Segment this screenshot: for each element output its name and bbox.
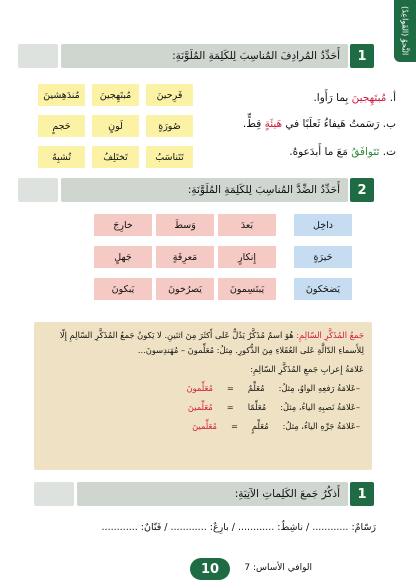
antonym-target-chip[interactable]: حَيرَةٍ [294,246,352,268]
synonym-chip[interactable]: تُشبِهُ [38,146,85,168]
rule-subheading: عَلامَةُ إِعرابِ جَمعِ المُذَكَّرِ السّالِمِ: [250,364,364,374]
synonym-chip[interactable]: لَونٍ [92,115,139,137]
grammar-rule-box [34,322,372,470]
section-3-number: 1 [350,482,374,506]
antonym-option-chip[interactable]: يَصرُخونَ [156,278,214,300]
antonym-option-chip[interactable]: مَعرِفَةٍ [156,246,214,268]
section-2-title-bar [61,178,348,202]
antonym-target-chip[interactable]: يَضحَكونَ [294,278,352,300]
section-1-bar-end [18,44,58,68]
antonym-option-chip[interactable]: بَعدَ [218,214,276,236]
page-number: 10 [190,558,230,580]
synonym-chip[interactable]: مُندَهِشينَ [38,84,85,106]
section-2-header [18,178,374,202]
sentence-c: ت. تَتَوافَقُ مَعَ ما أَبدَعوهُ. [289,146,396,158]
rule-case-genitive: –عَلامَةُ جَرِّهِ الياءُ، مِثلُ: مُعَلِّمٍ = مُعَلِّمينَ [192,421,360,431]
section-3-bar-end [34,482,74,506]
rule-case-accusative: –عَلامَةُ نَصبِهِ الياءُ، مِثلُ: مُعَلِّمًا = مُعَلِّمينَ [187,402,360,412]
synonym-chip[interactable]: صُورَةٍ [146,115,193,137]
rule-definition-continued: لِلأَسماءِ الدّالَّةِ عَلى العُقَلاءِ مِنَ الذُّكورِ. مِثلُ: مُعَلِّمونَ – مُهَندِسونَ... [137,345,364,355]
synonym-chip[interactable]: تَختَلِفُ [92,146,139,168]
antonym-option-chip[interactable]: خارِجَ [94,214,152,236]
section-1-title: أَحَدِّدُ المُرادِفَ المُناسِبَ لِلكَلِمَةِ المُلَوَّنَةِ: [172,50,340,62]
section-2-number: 2 [350,178,374,202]
book-title: الوافي الأساس: 7 [244,563,312,573]
sentence-a: أ. مُبتَهِجينَ بِما رَأَوا. [313,92,396,104]
rule-case-nominative: –عَلامَةُ رَفعِهِ الواوُ، مِثلُ: مُعَلِّمٌ = مُعَلِّمونَ [186,383,360,393]
rule-definition: جَمعُ المُذَكَّرِ السّالِمِ: هُوَ اسمٌ مُذَكَّرٌ يَدُلُّ عَلى أَكثَرَ مِنَ اثنَينِ. لا يَكونُ جَمعُ المُذَكَّرِ السّالِمِ إِلّا [59,330,364,340]
chapter-side-tab-label: النَّحوُ (القَواعِدُ) [400,6,410,56]
antonym-option-chip[interactable]: يَبكونَ [94,278,152,300]
antonym-option-chip[interactable]: وَسطَ [156,214,214,236]
antonym-option-chip[interactable]: يَبتَسِمونَ [218,278,276,300]
synonym-chip[interactable]: حَجمٍ [38,115,85,137]
sentence-b: ب. رَسَمتُ هَيفاءُ ثَعلَبًا في هَيئَةٍ قِطٍّ. [242,118,396,130]
synonym-chip[interactable]: مُبتَهِجينَ [92,84,139,106]
synonym-chip[interactable]: تَتَناسَبُ [146,146,193,168]
antonym-target-chip[interactable]: داخِل [294,214,352,236]
chapter-side-tab [394,0,416,62]
antonym-option-chip[interactable]: جَهلٍ [94,246,152,268]
section-3-header [34,482,374,506]
plural-fill-blanks[interactable]: رَسّامٌ: ............ / ناشِطٌ: ............ / بارِعٌ: ............ / فَنّانٌ: ............ [101,522,376,533]
section-1-header [18,44,374,68]
synonym-chip[interactable]: فَرِحينَ [146,84,193,106]
section-3-title: أَذكُرُ جَمعَ الكَلِماتِ الآتِيَةِ: [234,488,340,500]
section-1-title-bar [61,44,348,68]
antonym-option-chip[interactable]: إِنكارٍ [218,246,276,268]
section-1-number: 1 [350,44,374,68]
section-2-bar-end [18,178,58,202]
section-3-title-bar [77,482,348,506]
section-2-title: أَحَدِّدُ الضِّدَّ المُناسِبَ لِلكَلِمَةِ المُلَوَّنَةِ: [187,184,340,196]
